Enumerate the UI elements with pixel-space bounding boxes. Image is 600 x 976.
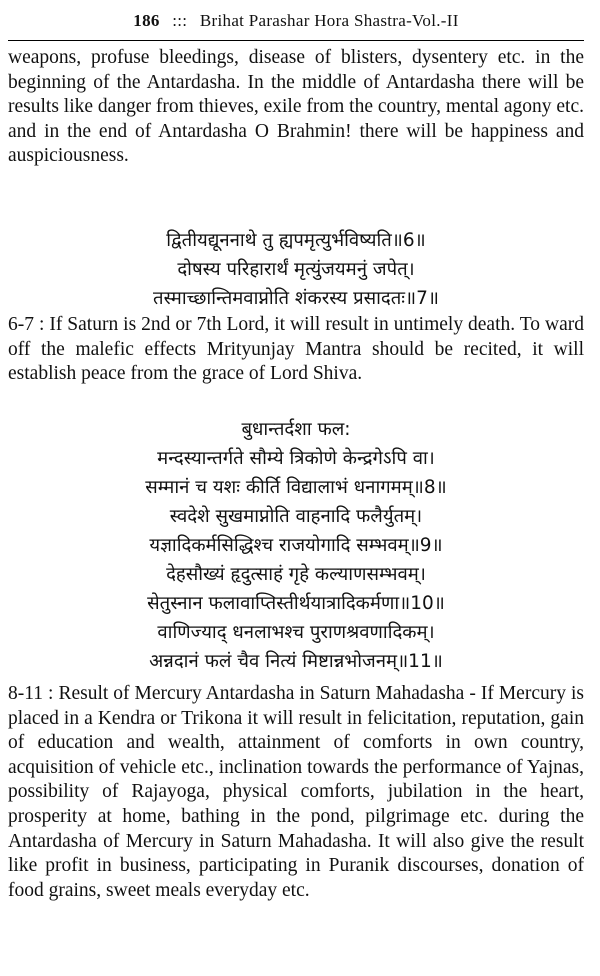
- verse-line: सेतुस्नान फलावाप्तिस्तीर्थयात्रादिकर्मणा॥10॥: [147, 593, 445, 614]
- paragraph-continuation: weapons, profuse bleedings, disease of blisters, dysentery etc. in the beginning of the Antardasha. In the middle of Antardasha there will be results like danger from thieves, exile from the country, mental agony etc. and in the end of Antardasha O Brahmin! there will be happiness and auspiciousness.: [8, 47, 584, 167]
- verse-line: मन्दस्यान्तर्गते सौम्ये त्रिकोणे केन्द्रगेऽपि वा।: [157, 448, 435, 469]
- book-page: [8, 0, 584, 976]
- sanskrit-verse-8-11: [8, 415, 584, 676]
- verse-line: यज्ञादिकर्मसिद्धिश्च राजयोगादि सम्भवम्॥9॥: [149, 535, 443, 556]
- verse-line: अन्नदानं फलं चैव नित्यं मिष्टान्नभोजनम्॥11॥: [149, 651, 443, 672]
- verse-line: दोषस्य परिहारार्थं मृत्युंजयमनुं जपेत्।: [177, 259, 415, 280]
- translation-8-11: 8-11 : Result of Mercury Antardasha in Saturn Mahadasha - If Mercury is placed in a Kendra or Trikona it will result in felicitation, reputation, gain of education and wealth, attainment of comforts in own country, acquisition of vehicle etc., inclination towards the performance of Yajnas, possibility of Rajayoga, physical comforts, jubilation in the heart, prosperity at home, bathing in the pond, pilgrimage etc. during the Antardasha of Mercury in Saturn Mahadasha. It will also give the result like profit in business, participating in Puranik discourses, donation of food grains, sweet meals everyday etc.: [8, 683, 584, 901]
- verse-line: सम्मानं च यशः कीर्ति विद्यालाभं धनागमम्॥8॥: [145, 477, 447, 498]
- verse-line: वाणिज्याद् धनलाभश्च पुराणश्रवणादिकम्।: [157, 622, 435, 643]
- verse-heading: बुधान्तर्दशा फल:: [241, 419, 351, 440]
- verse-line: द्वितीयद्यूननाथे तु ह्यपमृत्युर्भविष्यति॥6॥: [166, 230, 426, 251]
- verse-line: तस्माच्छान्तिमवाप्नोति शंकरस्य प्रसादतः॥7॥: [153, 288, 439, 309]
- verse-line: देहसौख्यं हृदुत्साहं गृहे कल्याणसम्भवम्।: [166, 564, 426, 585]
- translation-6-7: 6-7 : If Saturn is 2nd or 7th Lord, it will result in untimely death. To ward off the malefic effects Mrityunjay Mantra should be recited, it will establish peace from the grace of Lord Shiva.: [8, 314, 584, 385]
- header-rule: [8, 40, 584, 41]
- page-number: 186: [133, 11, 160, 30]
- header-separator: :::: [172, 11, 188, 30]
- running-header: [8, 4, 584, 38]
- sanskrit-verse-6-7: [8, 226, 584, 313]
- book-title: Brihat Parashar Hora Shastra-Vol.-II: [199, 11, 459, 30]
- verse-line: स्वदेशे सुखमाप्नोति वाहनादि फलैर्युतम्।: [169, 506, 423, 527]
